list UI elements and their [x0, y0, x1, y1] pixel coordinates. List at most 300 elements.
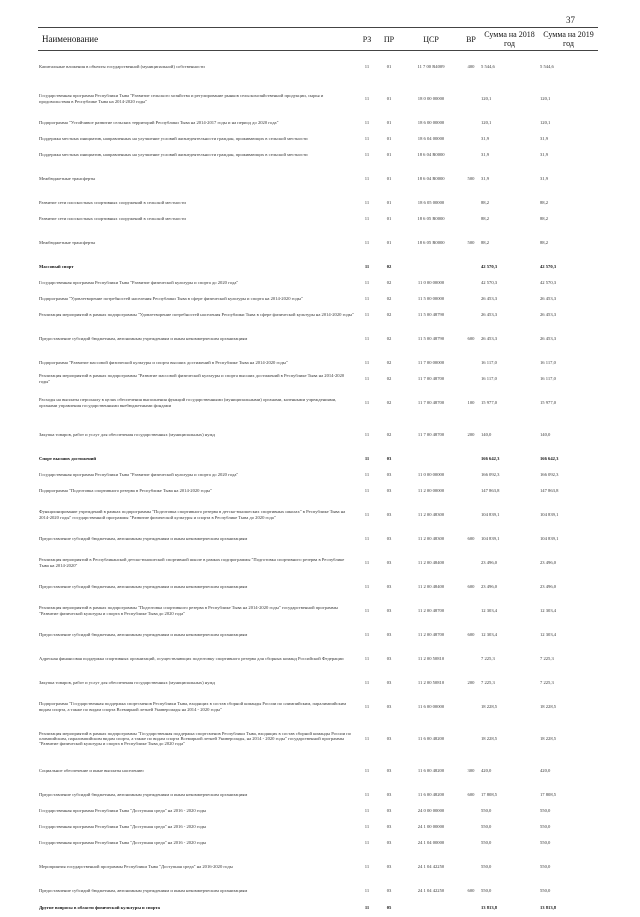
row-pr: 03	[386, 823, 392, 829]
table-row	[38, 163, 598, 195]
row-vr	[462, 723, 480, 755]
row-vr	[462, 643, 480, 675]
table-row	[38, 115, 598, 131]
table-row	[38, 691, 598, 723]
row-sum-2019: 166 092,3	[540, 471, 559, 477]
row-sum-2019: 26 453,3	[540, 295, 557, 301]
row-pr: 02	[386, 375, 392, 381]
row-sum-2019: 26 453,3	[540, 311, 557, 317]
row-csr	[400, 259, 462, 275]
header-sum-2018: Сумма на 2018 год	[480, 28, 539, 51]
row-sum-2019: 147 863,8	[540, 487, 559, 493]
row-sum-2019: 12 303,4	[540, 631, 557, 637]
table-row	[38, 483, 598, 499]
table-row	[38, 627, 598, 643]
row-vr	[462, 195, 480, 211]
row-sum-2019: 42 570,3	[540, 263, 557, 269]
row-sum-2018: 31,9	[481, 151, 490, 157]
table-row	[38, 579, 598, 595]
row-sum-2018: 550,0	[481, 823, 492, 829]
row-sum-2019: 5 544,6	[540, 64, 554, 70]
row-vr: 600	[467, 535, 475, 541]
budget-table	[38, 27, 598, 917]
row-pr: 01	[386, 135, 392, 141]
row-csr: 11 7 00 48700	[417, 399, 445, 405]
row-vr	[462, 467, 480, 483]
row-sum-2018: 88,2	[481, 199, 490, 205]
row-pr: 01	[386, 215, 392, 221]
row-vr	[462, 547, 480, 579]
row-csr: 24 1 04 00000	[417, 839, 445, 845]
row-vr	[462, 371, 480, 387]
row-vr	[462, 851, 480, 883]
row-pr: 02	[386, 279, 392, 285]
row-pr: 03	[386, 455, 392, 461]
row-sum-2018: 16 117,0	[481, 375, 497, 381]
row-name: Расходы на выплаты персоналу в целях обеспечения выполнения функций государственными (муниципальными) органами, казенными учреждениями, органами управления государственными внебюджетными фондами	[39, 397, 337, 408]
row-sum-2018: 104 839,1	[481, 535, 500, 541]
row-csr: 18 6 05 00000	[417, 199, 445, 205]
row-pr: 02	[386, 431, 392, 437]
table-row	[38, 83, 598, 115]
row-vr: 500	[467, 239, 475, 245]
table-row	[38, 675, 598, 691]
row-name: Капитальные вложения в объекты государственной (муниципальной) собственности	[39, 64, 205, 70]
row-pr: 03	[386, 679, 392, 685]
row-sum-2019: 31,9	[540, 151, 549, 157]
row-sum-2019: 31,9	[540, 135, 549, 141]
row-rz: 11	[364, 295, 370, 301]
row-rz: 11	[364, 767, 370, 773]
table-body	[38, 51, 598, 917]
row-rz: 11	[364, 175, 370, 181]
table-row	[38, 835, 598, 851]
row-sum-2019: 550,0	[540, 807, 551, 813]
row-sum-2019: 166 642,3	[540, 455, 559, 461]
row-sum-2018: 166 642,3	[481, 455, 500, 461]
table-row	[38, 595, 598, 627]
row-sum-2018: 140,0	[481, 431, 492, 437]
row-pr: 02	[386, 263, 392, 269]
row-sum-2018: 15 977,0	[481, 399, 498, 405]
table-header	[38, 28, 598, 51]
table-row	[38, 531, 598, 547]
row-sum-2018: 42 570,3	[481, 279, 498, 285]
row-sum-2019: 140,0	[540, 431, 551, 437]
row-sum-2018: 23 496,0	[481, 559, 498, 565]
row-rz: 11	[364, 431, 370, 437]
table-row	[38, 323, 598, 355]
row-vr	[462, 291, 480, 307]
row-vr: 600	[467, 335, 475, 341]
row-sum-2019: 550,0	[540, 887, 551, 893]
row-sum-2018: 26 453,3	[481, 295, 498, 301]
row-name: Другие вопросы в области физической культуры и спорта	[39, 904, 160, 910]
header-vr: ВР	[462, 28, 480, 51]
row-pr: 02	[386, 335, 392, 341]
table-row	[38, 51, 598, 83]
row-csr: 18 0 00 00000	[417, 95, 445, 101]
row-sum-2018: 88,2	[481, 239, 490, 245]
row-pr: 01	[386, 119, 392, 125]
row-vr: 400	[467, 64, 475, 70]
row-sum-2018: 18 228,5	[481, 703, 498, 709]
table-row	[38, 467, 598, 483]
row-name: Подпрограмма "Государственная поддержка спортсменов Республики Тыва, входящих в состав сборной команды России по олимпийским, паралимпийским видам спорта, а также по видам спорта Всемирной летней Универсиады на 2014 - 2020 годы"	[39, 701, 347, 712]
row-rz: 11	[364, 64, 370, 70]
table-row	[38, 147, 598, 163]
row-rz: 11	[364, 119, 370, 125]
row-rz: 11	[364, 679, 370, 685]
row-rz: 11	[364, 511, 370, 517]
row-pr: 03	[386, 511, 392, 517]
row-sum-2018: 31,9	[481, 175, 490, 181]
row-csr: 11 7 00 48700	[417, 431, 445, 437]
row-vr	[462, 819, 480, 835]
row-pr: 03	[386, 655, 392, 661]
row-vr	[462, 691, 480, 723]
row-rz: 11	[364, 791, 370, 797]
row-csr: 18 6 04 R0000	[417, 151, 445, 157]
table-row	[38, 211, 598, 227]
row-rz: 11	[364, 583, 370, 589]
row-sum-2019: 88,2	[540, 239, 549, 245]
row-sum-2019: 18 228,5	[540, 735, 557, 741]
row-rz: 11	[364, 215, 370, 221]
row-name: Подпрограмма "Удовлетворение потребностей населения Республики Тыва в сфере физической культуры и спорта на 2014-2020 годы"	[39, 295, 303, 301]
row-sum-2019: 88,2	[540, 215, 549, 221]
row-vr: 100	[467, 399, 475, 405]
row-sum-2019: 18 228,5	[540, 703, 557, 709]
table-row	[38, 787, 598, 803]
row-pr: 03	[386, 791, 392, 797]
row-name: Закупка товаров, работ и услуг для обеспечения государственных (муниципальных) нужд	[39, 679, 215, 685]
row-rz: 11	[364, 375, 370, 381]
row-vr	[462, 131, 480, 147]
row-sum-2018: 12 303,4	[481, 607, 498, 613]
row-pr: 02	[386, 295, 392, 301]
header-pr: ПР	[378, 28, 400, 51]
row-name: Мероприятия государственной программы Республики Тыва "Доступная среда" на 2016-2020 годы	[39, 863, 233, 869]
row-csr: 11 2 00 50810	[417, 655, 445, 661]
row-pr: 01	[386, 239, 392, 245]
row-csr: 11 7 00 00000	[417, 359, 445, 365]
row-sum-2019: 104 839,1	[540, 535, 559, 541]
row-sum-2019: 120,1	[540, 95, 551, 101]
row-name: Спорт высших достижений	[39, 455, 97, 461]
table-row	[38, 883, 598, 899]
row-name: Государственная программа Республики Тыва "Доступная среда" на 2016 - 2020 годы	[39, 807, 207, 813]
row-name: Реализация мероприятий в рамках подпрограммы "Государственная поддержка спортсменов Республики Тыва, входящих в состав сборной команды России по олимпийским, паралимпийским видам спорта, а также по видам спорта Всемирной летней Универсиады, на 2014 - 2020 годы" государственной программы "Развитие физической культуры и спорта в Республике Тыва до 2020 года"	[39, 730, 351, 747]
row-vr: 600	[467, 791, 475, 797]
row-pr: 03	[386, 631, 392, 637]
row-name: Государственная программа Республики Тыва "Развитие физической культуры и спорта до 2020 года"	[39, 471, 239, 477]
row-pr: 01	[386, 64, 392, 70]
row-sum-2018: 104 839,1	[481, 511, 500, 517]
row-rz: 11	[364, 455, 370, 461]
table-row	[38, 819, 598, 835]
row-rz: 11	[364, 535, 370, 541]
row-rz: 11	[364, 631, 370, 637]
row-vr	[462, 899, 480, 917]
row-sum-2019: 550,0	[540, 863, 551, 869]
table-row	[38, 355, 598, 371]
table-row	[38, 899, 598, 917]
row-sum-2019: 88,2	[540, 199, 549, 205]
row-sum-2019: 16 117,0	[540, 375, 556, 381]
header-sum-2019: Сумма на 2019 год	[539, 28, 598, 51]
row-name: Предоставление субсидий бюджетным, автономным учреждениям и иным некоммерческим организациям	[39, 583, 248, 589]
row-vr	[462, 275, 480, 291]
row-name: Реализация мероприятий в Республиканской детско-юношеской спортивной школе в рамках подпрограммы "Подготовка спортивного резерва в Республике Тыва на 2014-2020"	[39, 557, 345, 568]
row-csr: 11 2 00 50810	[417, 679, 445, 685]
row-name: Предоставление субсидий бюджетным, автономным учреждениям и иным некоммерческим организациям	[39, 887, 248, 893]
row-sum-2018: 17 808,5	[481, 791, 498, 797]
row-name: Реализация мероприятий в рамках подпрограммы "Удовлетворение потребностей населения Республики Тыва в сфере физической культуры на 2014-2020 годы"	[39, 311, 354, 317]
row-rz: 11	[364, 607, 370, 613]
table-row	[38, 419, 598, 451]
row-vr: 600	[467, 583, 475, 589]
row-name: Адресная финансовая поддержка спортивных организаций, осуществляющих подготовку спортивного резерва для сборных команд Российской Федерации	[39, 655, 344, 661]
row-csr: 24 1 00 00000	[417, 823, 445, 829]
header-csr: ЦСР	[400, 28, 462, 51]
row-pr: 02	[386, 399, 392, 405]
header-rz: РЗ	[356, 28, 378, 51]
row-sum-2019: 420,0	[540, 767, 551, 773]
row-pr: 01	[386, 151, 392, 157]
row-sum-2019: 31,9	[540, 175, 549, 181]
row-rz: 11	[364, 559, 370, 565]
row-vr	[462, 355, 480, 371]
row-sum-2018: 23 496,0	[481, 583, 498, 589]
row-pr: 03	[386, 471, 392, 477]
row-sum-2018: 120,1	[481, 95, 492, 101]
row-csr: 11 7 00 48700	[417, 375, 445, 381]
row-vr	[462, 211, 480, 227]
row-sum-2018: 16 117,0	[481, 359, 497, 365]
row-sum-2018: 42 570,3	[481, 263, 498, 269]
row-vr	[462, 483, 480, 499]
row-csr: 18 6 05 R0000	[417, 215, 445, 221]
row-sum-2019: 12 303,4	[540, 607, 557, 613]
row-csr: 11 5 00 48790	[417, 335, 445, 341]
row-sum-2018: 120,1	[481, 119, 492, 125]
table-row	[38, 643, 598, 675]
row-sum-2018: 166 092,3	[481, 471, 500, 477]
row-sum-2018: 5 544,6	[481, 64, 495, 70]
table-row	[38, 275, 598, 291]
row-pr: 03	[386, 487, 392, 493]
row-sum-2019: 26 453,3	[540, 335, 557, 341]
row-rz: 11	[364, 471, 370, 477]
row-rz: 11	[364, 151, 370, 157]
row-name: Поддержка местных инициатив, направленных на улучшение условий жизнедеятельности граждан, проживающих в сельской местности	[39, 135, 308, 141]
row-name: Подпрограмма "Развитие массовой физической культуры и спорта высших достижений в Республике Тыва на 2014-2020 годы"	[39, 359, 288, 365]
row-sum-2018: 13 813,8	[481, 904, 498, 910]
row-sum-2018: 147 863,8	[481, 487, 500, 493]
row-rz: 11	[364, 95, 370, 101]
row-name: Предоставление субсидий бюджетным, автономным учреждениям и иным некоммерческим организациям	[39, 791, 248, 797]
row-rz: 11	[364, 487, 370, 493]
row-pr: 01	[386, 175, 392, 181]
row-rz: 11	[364, 279, 370, 285]
row-csr: 24 1 04 42250	[417, 887, 445, 893]
row-pr: 03	[386, 583, 392, 589]
row-sum-2019: 17 808,5	[540, 791, 557, 797]
row-rz: 11	[364, 904, 370, 910]
row-rz: 11	[364, 655, 370, 661]
row-pr: 03	[386, 735, 392, 741]
row-vr: 200	[467, 431, 475, 437]
row-sum-2019: 104 839,1	[540, 511, 559, 517]
row-name: Подпрограмма "Устойчивое развитие сельских территорий Республики Тыва на 2014-2017 годы и на период до 2020 года"	[39, 119, 279, 125]
row-vr: 500	[467, 175, 475, 181]
row-name: Государственная программа Республики Тыва "Доступная среда" на 2016 - 2020 годы	[39, 823, 207, 829]
row-csr: 18 6 05 R0000	[417, 239, 445, 245]
table-row	[38, 851, 598, 883]
row-csr: 24 0 00 00000	[417, 807, 445, 813]
row-sum-2018: 26 453,3	[481, 311, 498, 317]
row-name: Закупка товаров, работ и услуг для обеспечения государственных (муниципальных) нужд	[39, 431, 215, 437]
row-vr	[462, 803, 480, 819]
row-name: Развитие сети плоскостных спортивных сооружений в сельской местности	[39, 199, 186, 205]
row-csr	[400, 451, 462, 467]
row-sum-2018: 12 303,4	[481, 631, 498, 637]
row-csr: 11 7 00 R4009	[417, 64, 445, 70]
row-csr: 11 2 00 48700	[417, 631, 445, 637]
row-name: Предоставление субсидий бюджетным, автономным учреждениям и иным некоммерческим организациям	[39, 535, 248, 541]
row-csr: 11 0 00 00000	[417, 471, 445, 477]
row-sum-2018: 26 453,3	[481, 335, 498, 341]
table-row	[38, 499, 598, 531]
row-name: Поддержка местных инициатив, направленных на улучшение условий жизнедеятельности граждан, проживающих в сельской местности	[39, 151, 308, 157]
table-row	[38, 755, 598, 787]
row-pr: 03	[386, 607, 392, 613]
row-vr: 300	[467, 767, 475, 773]
row-sum-2018: 18 228,5	[481, 735, 498, 741]
row-rz: 11	[364, 135, 370, 141]
row-vr: 600	[467, 631, 475, 637]
row-sum-2019: 7 225,3	[540, 655, 554, 661]
header-name: Наименование	[38, 28, 356, 51]
row-pr: 03	[386, 887, 392, 893]
table-row	[38, 803, 598, 819]
row-name: Реализация мероприятий в рамках подпрограммы "Развитие массовой физической культуры и спорта высших достижений в Республике Тыва на 2014-2020 годы"	[39, 373, 345, 384]
row-csr: 11 5 00 00000	[417, 295, 445, 301]
table-row	[38, 291, 598, 307]
row-rz: 11	[364, 839, 370, 845]
row-vr	[462, 499, 480, 531]
row-name: Государственная программа Республики Тыва "Развитие физической культуры и спорта до 2020 года"	[39, 279, 239, 285]
table-row	[38, 195, 598, 211]
row-sum-2019: 23 496,0	[540, 583, 557, 589]
row-pr: 01	[386, 95, 392, 101]
row-rz: 11	[364, 735, 370, 741]
row-name: Развитие сети плоскостных спортивных сооружений в сельской местности	[39, 215, 186, 221]
row-sum-2018: 550,0	[481, 839, 492, 845]
row-pr: 03	[386, 839, 392, 845]
row-name: Предоставление субсидий бюджетным, автономным учреждениям и иным некоммерческим организациям	[39, 335, 248, 341]
row-rz: 11	[364, 807, 370, 813]
row-vr	[462, 835, 480, 851]
row-csr: 18 6 00 00000	[417, 119, 445, 125]
row-pr: 05	[386, 904, 392, 910]
row-csr: 11 2 00 48700	[417, 607, 445, 613]
row-csr: 11 2 00 48400	[417, 559, 445, 565]
row-csr: 24 1 04 42250	[417, 863, 445, 869]
row-name: Межбюджетные трансферты	[39, 175, 96, 181]
table-row	[38, 387, 598, 419]
row-vr: 200	[467, 679, 475, 685]
row-vr	[462, 147, 480, 163]
row-vr: 600	[467, 887, 475, 893]
row-sum-2018: 550,0	[481, 807, 492, 813]
row-sum-2018: 7 225,3	[481, 655, 495, 661]
page-number: 37	[566, 15, 575, 25]
row-sum-2019: 13 813,8	[540, 904, 557, 910]
row-pr: 03	[386, 535, 392, 541]
row-vr	[462, 115, 480, 131]
row-csr: 18 6 04 R0000	[417, 175, 445, 181]
row-sum-2019: 42 570,3	[540, 279, 557, 285]
row-vr	[462, 307, 480, 323]
row-csr: 11 6 00 48200	[417, 735, 445, 741]
row-rz: 11	[364, 335, 370, 341]
row-rz: 11	[364, 239, 370, 245]
table-row	[38, 371, 598, 387]
row-name: Функционирование учреждений в рамках подпрограммы "Подготовка спортивного резерва в детско-юношеских спортивных школах" в Республике Тыва на 2014-2020 годы" государственной программы "Развитие физической культуры и спорта в Республике Тыва до 2020 года"	[39, 509, 346, 520]
row-rz: 11	[364, 199, 370, 205]
table-row	[38, 259, 598, 275]
row-csr: 11 0 00 00000	[417, 279, 445, 285]
row-name: Межбюджетные трансферты	[39, 239, 96, 245]
row-sum-2019: 120,1	[540, 119, 551, 125]
row-pr: 03	[386, 767, 392, 773]
row-vr	[462, 259, 480, 275]
table-row	[38, 227, 598, 259]
table-row	[38, 451, 598, 467]
row-sum-2018: 550,0	[481, 863, 492, 869]
row-name: Реализация мероприятий в рамках подпрограммы "Подготовка спортивного резерва в Республике Тыва на 2014-2020 годы" государственной программы "Развитие физической культуры и спорта в Республике Тыва до 2020 года"	[39, 605, 338, 616]
row-csr: 18 6 04 00000	[417, 135, 445, 141]
row-sum-2019: 550,0	[540, 839, 551, 845]
row-name: Массовый спорт	[39, 263, 74, 269]
row-name: Государственная программа Республики Тыва "Развитие сельского хозяйства и регулирование рынков сельскохозяйственной продукции, сырья и продовольствия в Республике Тыва на 2014-2020 годы"	[39, 93, 324, 104]
row-csr: 11 2 00 48400	[417, 583, 445, 589]
row-sum-2019: 16 117,0	[540, 359, 556, 365]
row-csr: 11 2 00 48300	[417, 511, 445, 517]
row-csr: 11 6 00 00000	[417, 703, 445, 709]
row-rz: 11	[364, 823, 370, 829]
table-row	[38, 307, 598, 323]
row-name: Государственная программа Республики Тыва "Доступная среда" на 2016 - 2020 годы	[39, 839, 207, 845]
row-csr: 11 5 00 48790	[417, 311, 445, 317]
row-pr: 03	[386, 559, 392, 565]
row-vr	[462, 83, 480, 115]
row-sum-2018: 420,0	[481, 767, 492, 773]
row-name: Предоставление субсидий бюджетным, автономным учреждениям и иным некоммерческим организациям	[39, 631, 248, 637]
row-sum-2018: 88,2	[481, 215, 490, 221]
row-csr: 11 2 00 00000	[417, 487, 445, 493]
row-name: Социальное обеспечение и иные выплаты населению	[39, 767, 144, 773]
row-sum-2018: 7 225,3	[481, 679, 495, 685]
row-csr: 11 6 00 48200	[417, 791, 445, 797]
row-vr	[462, 451, 480, 467]
row-csr: 11 2 00 48300	[417, 535, 445, 541]
row-pr: 02	[386, 311, 392, 317]
table-row	[38, 723, 598, 755]
row-pr: 03	[386, 703, 392, 709]
